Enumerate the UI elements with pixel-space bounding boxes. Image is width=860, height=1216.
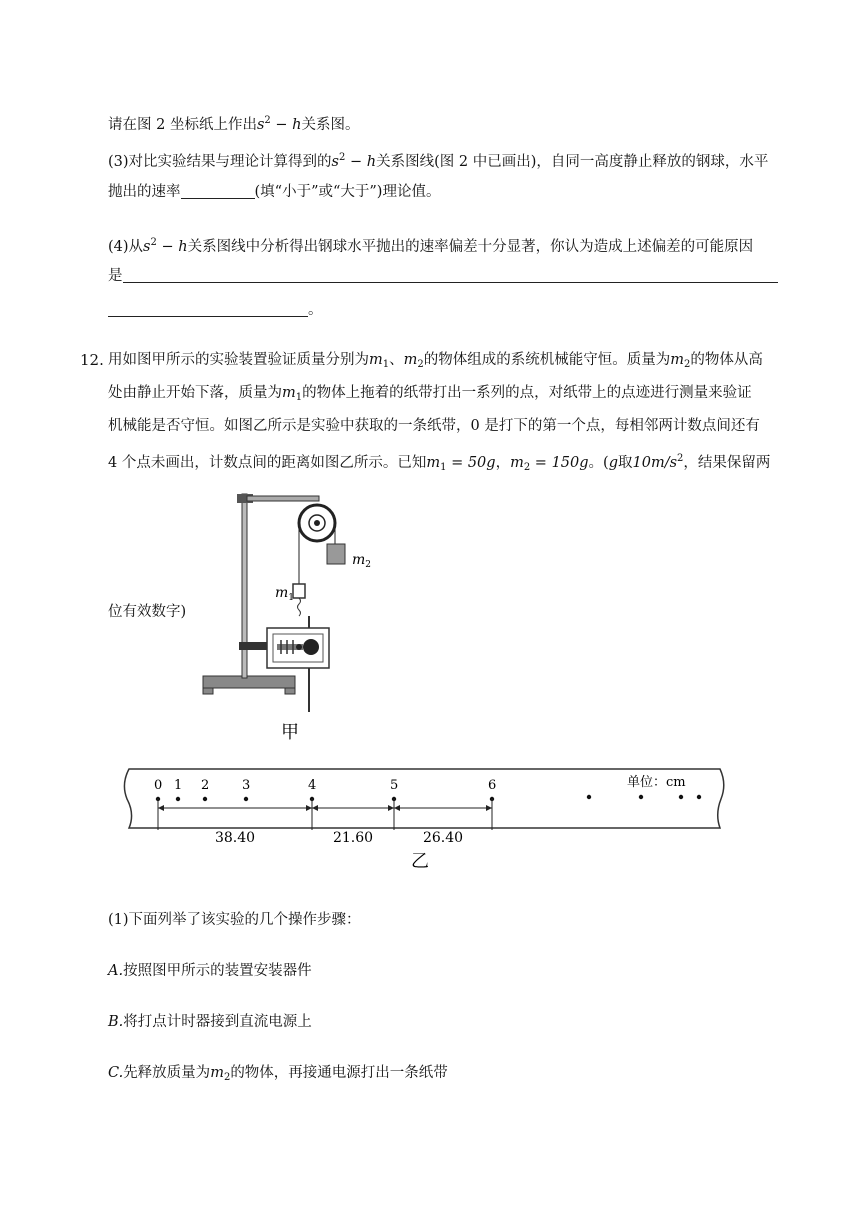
text-q12l1c: 的物体组成的系统机械能守恒。质量为: [423, 352, 671, 368]
text-l3a: 抛出的速率: [108, 184, 181, 200]
text-l1b: 关系图。: [301, 117, 360, 133]
q12-line-2: [108, 383, 752, 408]
tape-extra-dot: [587, 795, 591, 799]
q12-line-5: 位有效数字): [108, 604, 187, 620]
timer-pin: [296, 644, 302, 650]
text-q12l4e: ，结果保留两: [683, 455, 771, 471]
answer-blank-4b[interactable]: [108, 300, 308, 317]
text-l2a: (3)对比实验结果与理论计算得到的: [108, 154, 332, 170]
tape-point-label: 0: [154, 778, 163, 793]
tape-point-dot: [203, 797, 207, 801]
mass-m1-block: [293, 584, 305, 598]
tape-point-label: 4: [308, 778, 317, 793]
figure-yi-tape: [115, 764, 730, 874]
answer-blank-4a[interactable]: [123, 266, 778, 283]
dimension-value: 21.60: [332, 830, 374, 846]
line-3: [108, 182, 440, 202]
top-arm: [247, 496, 319, 501]
math-m: m: [510, 455, 524, 471]
text-l6end: 。: [308, 302, 323, 318]
step-a: [108, 961, 312, 981]
tape-point-label: 2: [201, 778, 210, 793]
label-m1: $m_1$: [275, 585, 295, 603]
math-s: s: [143, 239, 151, 255]
math-exp: 2: [339, 152, 346, 163]
timer-disc: [303, 639, 319, 655]
math-g-val: 10m/s: [632, 455, 678, 471]
question-number-12: 12.: [80, 351, 104, 369]
text-l4b: 关系图线中分析得出钢球水平抛出的速率偏差十分显著，你认为造成上述偏差的可能原因: [187, 239, 754, 255]
math-minus-h: − h: [345, 154, 377, 170]
math-s: s: [256, 117, 265, 133]
line-2: [108, 148, 768, 172]
text-q12l1d: 的物体从高: [690, 352, 763, 368]
text-l1a: 请在图 2 坐标纸上作出: [108, 117, 257, 133]
math-m: m: [426, 455, 441, 471]
tape-extra-dot: [697, 795, 701, 799]
line-4: [108, 233, 753, 257]
paper-tape-link: [298, 598, 301, 616]
math-exp: 2: [150, 237, 157, 248]
math-exp: 2: [264, 115, 271, 126]
answer-blank-3[interactable]: [181, 182, 255, 199]
figure-jia-apparatus: [195, 486, 372, 748]
text-l4a: (4)从: [108, 239, 144, 255]
math-m: m: [670, 352, 684, 368]
line-1: [108, 111, 360, 135]
unit-label: 单位：cm: [627, 775, 686, 790]
q12-line-3: 机械能是否守恒。如图乙所示是实验中获取的一条纸带，0 是打下的第一个点，每相邻两计数点间还有: [108, 418, 760, 434]
step-c-letter: C.: [108, 1065, 124, 1081]
math-m1-eq: = 50g: [446, 455, 496, 471]
text-l5a: 是: [108, 268, 123, 284]
math-m: m: [282, 385, 296, 401]
stand-base: [203, 676, 295, 688]
tape-extra-dot: [679, 795, 683, 799]
math-sub: 2: [523, 462, 531, 473]
step-c-text-a: 先释放质量为: [123, 1065, 211, 1081]
math-s: s: [331, 154, 339, 170]
step-b: [108, 1012, 312, 1032]
step-a-letter: A.: [108, 963, 124, 979]
step-a-text: 按照图甲所示的装置安装器件: [123, 963, 312, 979]
text-l3b: (填“小于”或“大于”)理论值。: [254, 184, 441, 200]
text-q12l4d: 取: [618, 455, 633, 471]
math-m2-eq: = 150g: [530, 455, 589, 471]
step-c: [108, 1063, 448, 1088]
text-q12l2b: 的物体上拖着的纸带打出一系列的点，对纸带上的点迹进行测量来验证: [302, 385, 752, 401]
caption-yi: 乙: [411, 851, 429, 872]
math-minus-h: − h: [270, 117, 302, 133]
math-m: m: [210, 1065, 224, 1081]
math-sub: 2: [417, 359, 424, 370]
text-q12l1b: 、: [389, 352, 404, 368]
line-6: [108, 300, 323, 320]
tape-point-label: 3: [242, 778, 251, 793]
math-m: m: [403, 352, 418, 368]
text-q12l4c: 。(: [588, 455, 609, 471]
math-sub: 2: [223, 1072, 231, 1083]
q12-line-4: [108, 449, 770, 478]
tape-point-dot: [244, 797, 248, 801]
text-q12l4b: ，: [495, 455, 511, 471]
math-m: m: [369, 352, 383, 368]
pulley-axle: [314, 520, 320, 526]
text-q12l4a: 4 个点未画出，计数点间的距离如图乙所示。已知: [108, 455, 427, 471]
text-q12l1a: 用如图甲所示的实验装置验证质量分别为: [108, 352, 369, 368]
math-minus-h: − h: [156, 239, 188, 255]
mass-m2-block: [327, 544, 345, 564]
stand-foot-right: [285, 688, 295, 694]
label-m2: $m_2$: [352, 552, 372, 570]
dimension-value: 26.40: [422, 830, 464, 846]
step-c-text-b: 的物体，再接通电源打出一条纸带: [230, 1065, 448, 1081]
text-l2b: 关系图线(图 2 中已画出)，自同一高度静止释放的钢球，水平: [376, 154, 769, 170]
tape-point-dot: [176, 797, 180, 801]
tape-point-label: 6: [488, 778, 497, 793]
math-sub: 1: [440, 462, 447, 473]
step-b-letter: B.: [108, 1014, 124, 1030]
text-q12l2a: 处由静止开始下落，质量为: [108, 385, 282, 401]
q12-line-1: [108, 350, 763, 375]
tape-point-label: 1: [174, 778, 183, 793]
tape-extra-dot: [639, 795, 643, 799]
timer-clamp: [239, 642, 267, 650]
tape-point-label: 5: [390, 778, 399, 793]
math-sub: 1: [382, 359, 390, 370]
stand-foot-left: [203, 688, 213, 694]
step-b-text: 将打点计时器接到直流电源上: [123, 1014, 312, 1030]
math-sub: 2: [684, 359, 691, 370]
math-g: g: [608, 455, 618, 471]
math-sub: 1: [295, 392, 303, 403]
line-5: [108, 266, 778, 286]
math-g-exp: 2: [677, 453, 684, 464]
stand-rod: [242, 494, 247, 678]
step-title: (1)下面列举了该实验的几个操作步骤：: [108, 912, 361, 928]
caption-jia: 甲: [281, 722, 299, 743]
dimension-value: 38.40: [214, 830, 256, 846]
